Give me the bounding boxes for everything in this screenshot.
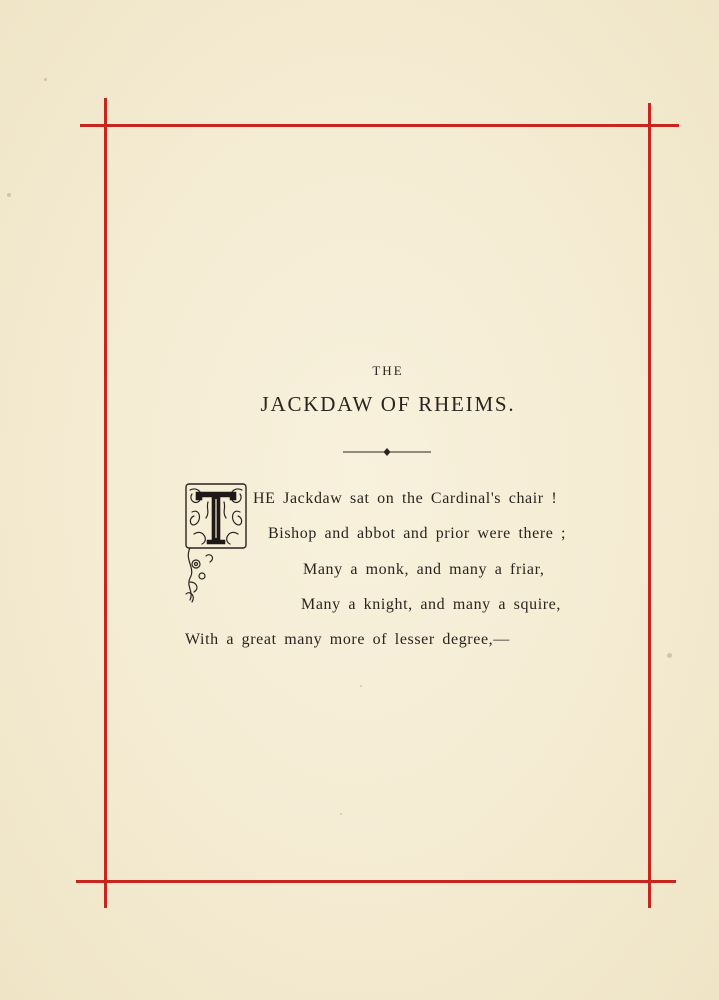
illuminated-initial-t-icon bbox=[180, 478, 252, 606]
verse-line-3: Many a monk, and many a friar, bbox=[303, 561, 545, 578]
verse-line-1: HE Jackdaw sat on the Cardinal's chair ! bbox=[253, 490, 558, 507]
page-title: JACKDAW OF RHEIMS. bbox=[260, 392, 516, 416]
title-the: THE bbox=[372, 363, 404, 378]
border-rule-left bbox=[104, 98, 107, 908]
verse-line-2: Bishop and abbot and prior were there ; bbox=[268, 525, 567, 542]
foxing-spot bbox=[7, 193, 11, 197]
border-rule-bottom bbox=[76, 880, 676, 883]
border-rule-right bbox=[648, 103, 651, 908]
foxing-spot bbox=[44, 78, 47, 81]
verse-line-5: With a great many more of lesser degree,— bbox=[185, 631, 510, 648]
verse-line-4: Many a knight, and many a squire, bbox=[301, 596, 561, 613]
foxing-spot bbox=[667, 653, 672, 658]
foxing-spot bbox=[360, 685, 362, 687]
diamond-divider-icon bbox=[343, 444, 431, 460]
foxing-spot bbox=[340, 813, 342, 815]
border-rule-top bbox=[80, 124, 679, 127]
